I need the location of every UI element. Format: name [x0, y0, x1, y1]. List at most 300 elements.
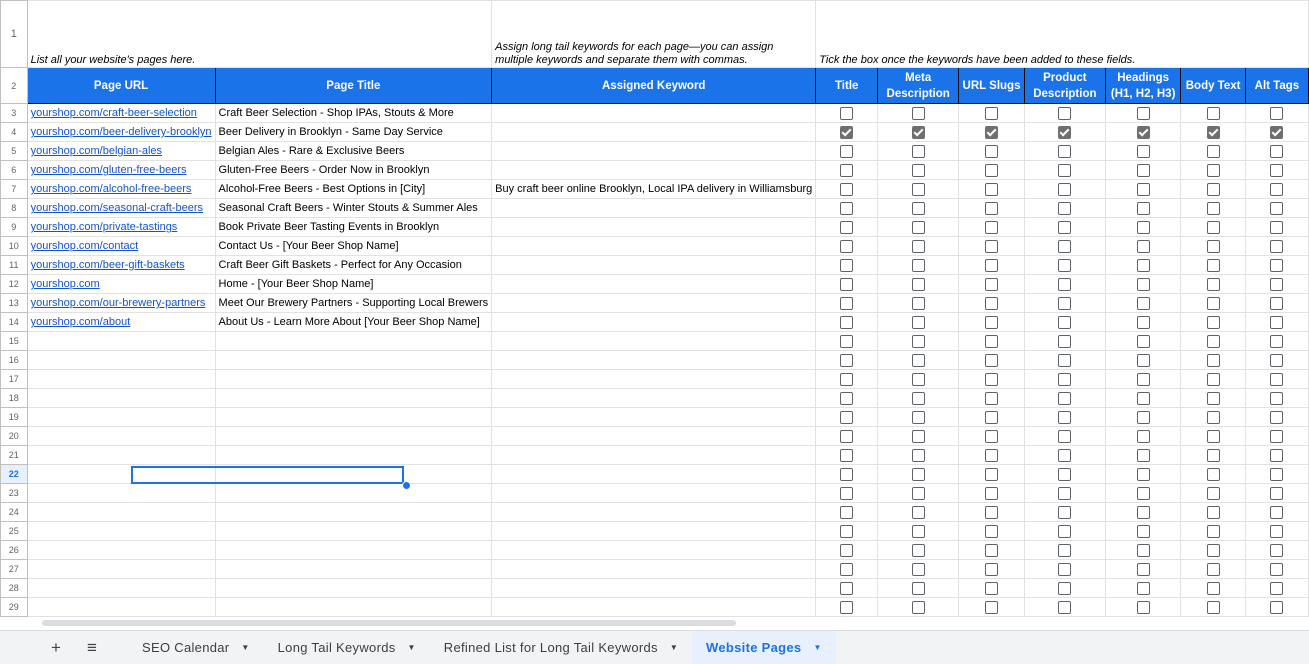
page-url-cell[interactable] — [27, 503, 215, 522]
checkbox[interactable] — [1270, 278, 1283, 291]
checkbox[interactable] — [912, 202, 925, 215]
horizontal-scrollbar[interactable] — [42, 620, 736, 626]
page-title-cell[interactable] — [215, 446, 492, 465]
checkbox[interactable] — [1137, 563, 1150, 576]
checkbox[interactable] — [985, 278, 998, 291]
checkbox[interactable] — [985, 411, 998, 424]
checkbox[interactable] — [985, 164, 998, 177]
checkbox[interactable] — [985, 563, 998, 576]
page-title-cell[interactable]: Gluten-Free Beers - Order Now in Brooklyn — [215, 161, 492, 180]
checkbox[interactable] — [985, 601, 998, 614]
page-title-cell[interactable]: Craft Beer Selection - Shop IPAs, Stouts & More — [215, 104, 492, 123]
checkbox[interactable] — [1058, 316, 1071, 329]
checkbox[interactable] — [840, 259, 853, 272]
checkbox[interactable] — [985, 487, 998, 500]
checkbox[interactable] — [1270, 335, 1283, 348]
row-number[interactable]: 8 — [1, 199, 28, 218]
assigned-keyword-cell[interactable] — [492, 256, 816, 275]
all-sheets-button[interactable] — [74, 631, 110, 664]
checkbox-checked[interactable] — [1207, 126, 1220, 139]
checkbox[interactable] — [840, 468, 853, 481]
checkbox[interactable] — [1270, 373, 1283, 386]
checkbox[interactable] — [840, 278, 853, 291]
checkbox[interactable] — [985, 316, 998, 329]
page-url-cell[interactable] — [27, 427, 215, 446]
checkbox[interactable] — [840, 107, 853, 120]
checkbox[interactable] — [985, 297, 998, 310]
checkbox[interactable] — [912, 259, 925, 272]
page-url-cell[interactable] — [27, 123, 215, 142]
checkbox[interactable] — [1270, 525, 1283, 538]
page-url-cell[interactable] — [27, 560, 215, 579]
header-body-text[interactable]: Body Text — [1181, 68, 1245, 104]
row-number[interactable]: 13 — [1, 294, 28, 313]
page-title-cell[interactable]: Alcohol-Free Beers - Best Options in [City] — [215, 180, 492, 199]
checkbox[interactable] — [1058, 487, 1071, 500]
checkbox[interactable] — [985, 525, 998, 538]
checkbox[interactable] — [1137, 259, 1150, 272]
checkbox[interactable] — [985, 373, 998, 386]
fill-handle[interactable] — [402, 481, 411, 490]
checkbox[interactable] — [912, 335, 925, 348]
checkbox[interactable] — [912, 430, 925, 443]
checkbox[interactable] — [912, 506, 925, 519]
checkbox[interactable] — [1137, 373, 1150, 386]
checkbox[interactable] — [840, 164, 853, 177]
row-number[interactable]: 2 — [1, 68, 28, 104]
checkbox[interactable] — [1207, 240, 1220, 253]
checkbox[interactable] — [1270, 107, 1283, 120]
checkbox[interactable] — [1058, 411, 1071, 424]
checkbox[interactable] — [840, 601, 853, 614]
checkbox[interactable] — [985, 240, 998, 253]
checkbox[interactable] — [985, 544, 998, 557]
page-url-link[interactable]: yourshop.com/gluten-free-beers — [30, 164, 187, 176]
page-url-link[interactable]: yourshop.com/our-brewery-partners — [30, 297, 206, 309]
checkbox[interactable] — [1207, 563, 1220, 576]
checkbox[interactable] — [1137, 506, 1150, 519]
checkbox[interactable] — [1270, 164, 1283, 177]
assigned-keyword-cell[interactable] — [492, 104, 816, 123]
row-number[interactable]: 26 — [1, 541, 28, 560]
assigned-keyword-cell[interactable] — [492, 427, 816, 446]
page-title-cell[interactable]: About Us - Learn More About [Your Beer Shop Name] — [215, 313, 492, 332]
row-number[interactable]: 15 — [1, 332, 28, 351]
checkbox[interactable] — [840, 240, 853, 253]
row-number[interactable]: 6 — [1, 161, 28, 180]
page-title-cell[interactable] — [215, 541, 492, 560]
page-title-cell[interactable] — [215, 389, 492, 408]
row-number[interactable]: 1 — [1, 1, 28, 68]
assigned-keyword-cell[interactable] — [492, 465, 816, 484]
checkbox[interactable] — [1207, 354, 1220, 367]
header-title[interactable]: Title — [816, 68, 878, 104]
page-url-cell[interactable] — [27, 351, 215, 370]
checkbox[interactable] — [840, 145, 853, 158]
checkbox[interactable] — [1137, 430, 1150, 443]
checkbox[interactable] — [1058, 164, 1071, 177]
checkbox[interactable] — [840, 582, 853, 595]
checkbox[interactable] — [1137, 601, 1150, 614]
page-url-cell[interactable] — [27, 541, 215, 560]
row-number[interactable]: 11 — [1, 256, 28, 275]
checkbox[interactable] — [1137, 335, 1150, 348]
checkbox[interactable] — [1207, 164, 1220, 177]
checkbox[interactable] — [1137, 411, 1150, 424]
page-title-cell[interactable] — [215, 408, 492, 427]
checkbox[interactable] — [985, 145, 998, 158]
page-title-cell[interactable] — [215, 522, 492, 541]
checkbox[interactable] — [1058, 430, 1071, 443]
checkbox[interactable] — [912, 316, 925, 329]
checkbox[interactable] — [1137, 183, 1150, 196]
checkbox[interactable] — [912, 601, 925, 614]
checkbox[interactable] — [912, 373, 925, 386]
checkbox[interactable] — [985, 449, 998, 462]
checkbox[interactable] — [912, 164, 925, 177]
checkbox[interactable] — [1058, 335, 1071, 348]
page-title-cell[interactable]: Seasonal Craft Beers - Winter Stouts & Summer Ales — [215, 199, 492, 218]
page-url-link[interactable]: yourshop.com — [30, 278, 100, 290]
page-title-cell[interactable]: Home - [Your Beer Shop Name] — [215, 275, 492, 294]
checkbox[interactable] — [985, 221, 998, 234]
assigned-keyword-cell[interactable] — [492, 313, 816, 332]
checkbox[interactable] — [985, 430, 998, 443]
checkbox[interactable] — [1137, 145, 1150, 158]
checkbox[interactable] — [840, 316, 853, 329]
page-url-cell[interactable] — [27, 180, 215, 199]
assigned-keyword-cell[interactable] — [492, 332, 816, 351]
assigned-keyword-cell[interactable] — [492, 446, 816, 465]
assigned-keyword-cell[interactable] — [492, 218, 816, 237]
checkbox[interactable] — [1270, 430, 1283, 443]
checkbox[interactable] — [1207, 449, 1220, 462]
checkbox[interactable] — [1270, 563, 1283, 576]
checkbox[interactable] — [912, 411, 925, 424]
checkbox[interactable] — [1058, 202, 1071, 215]
checkbox[interactable] — [1207, 582, 1220, 595]
page-url-cell[interactable] — [27, 598, 215, 617]
checkbox[interactable] — [985, 335, 998, 348]
page-url-cell[interactable] — [27, 256, 215, 275]
checkbox[interactable] — [840, 392, 853, 405]
checkbox[interactable] — [1137, 202, 1150, 215]
page-url-cell[interactable] — [27, 275, 215, 294]
row-number[interactable]: 17 — [1, 370, 28, 389]
checkbox[interactable] — [840, 221, 853, 234]
assigned-keyword-cell[interactable] — [492, 579, 816, 598]
page-url-cell[interactable] — [27, 484, 215, 503]
checkbox[interactable] — [912, 487, 925, 500]
checkbox[interactable] — [1207, 487, 1220, 500]
checkbox[interactable] — [1207, 202, 1220, 215]
checkbox[interactable] — [1058, 544, 1071, 557]
row-number[interactable]: 23 — [1, 484, 28, 503]
row-number[interactable]: 21 — [1, 446, 28, 465]
sheet-tab[interactable] — [430, 631, 692, 664]
page-url-link[interactable]: yourshop.com/craft-beer-selection — [30, 107, 197, 119]
row-number[interactable]: 28 — [1, 579, 28, 598]
checkbox[interactable] — [1270, 354, 1283, 367]
assigned-keyword-cell[interactable] — [492, 123, 816, 142]
checkbox[interactable] — [1270, 468, 1283, 481]
row-number[interactable]: 20 — [1, 427, 28, 446]
instruction-keywords[interactable]: Assign long tail keywords for each page—you can assign multiple keywords and separate them with commas. — [492, 1, 816, 68]
checkbox[interactable] — [985, 506, 998, 519]
page-url-link[interactable]: yourshop.com/beer-gift-baskets — [30, 259, 185, 271]
assigned-keyword-cell[interactable] — [492, 522, 816, 541]
checkbox[interactable] — [840, 297, 853, 310]
checkbox[interactable] — [1270, 183, 1283, 196]
checkbox[interactable] — [1207, 335, 1220, 348]
checkbox[interactable] — [1137, 582, 1150, 595]
checkbox[interactable] — [1207, 145, 1220, 158]
checkbox[interactable] — [1207, 297, 1220, 310]
checkbox[interactable] — [1058, 373, 1071, 386]
row-number[interactable]: 25 — [1, 522, 28, 541]
page-url-cell[interactable] — [27, 104, 215, 123]
checkbox[interactable] — [840, 563, 853, 576]
row-number[interactable]: 5 — [1, 142, 28, 161]
checkbox[interactable] — [840, 373, 853, 386]
checkbox[interactable] — [1207, 278, 1220, 291]
page-url-cell[interactable] — [27, 218, 215, 237]
page-url-cell[interactable] — [27, 465, 215, 484]
page-title-cell[interactable]: Beer Delivery in Brooklyn - Same Day Service — [215, 123, 492, 142]
checkbox[interactable] — [1058, 506, 1071, 519]
checkbox[interactable] — [1270, 316, 1283, 329]
checkbox-checked[interactable] — [1058, 126, 1071, 139]
caret-down-icon[interactable]: ▼ — [407, 643, 416, 652]
page-url-link[interactable]: yourshop.com/contact — [30, 240, 139, 252]
checkbox[interactable] — [912, 240, 925, 253]
checkbox[interactable] — [1270, 221, 1283, 234]
page-title-cell[interactable] — [215, 332, 492, 351]
checkbox[interactable] — [985, 202, 998, 215]
page-url-cell[interactable] — [27, 522, 215, 541]
checkbox-checked[interactable] — [912, 126, 925, 139]
page-url-link[interactable]: yourshop.com/belgian-ales — [30, 145, 163, 157]
checkbox[interactable] — [1137, 278, 1150, 291]
checkbox[interactable] — [1058, 449, 1071, 462]
row-number[interactable]: 19 — [1, 408, 28, 427]
checkbox[interactable] — [1058, 525, 1071, 538]
checkbox[interactable] — [1270, 449, 1283, 462]
page-url-cell[interactable] — [27, 313, 215, 332]
checkbox[interactable] — [1207, 601, 1220, 614]
checkbox[interactable] — [1137, 354, 1150, 367]
page-url-link[interactable]: yourshop.com/seasonal-craft-beers — [30, 202, 203, 214]
row-number[interactable]: 22 — [1, 465, 28, 484]
checkbox[interactable] — [1137, 164, 1150, 177]
checkbox[interactable] — [1058, 354, 1071, 367]
checkbox[interactable] — [1137, 468, 1150, 481]
checkbox[interactable] — [912, 582, 925, 595]
caret-down-icon[interactable]: ▼ — [669, 643, 679, 652]
row-number[interactable]: 14 — [1, 313, 28, 332]
checkbox[interactable] — [1058, 145, 1071, 158]
checkbox[interactable] — [912, 221, 925, 234]
checkbox[interactable] — [840, 411, 853, 424]
row-number[interactable]: 7 — [1, 180, 28, 199]
assigned-keyword-cell[interactable] — [492, 541, 816, 560]
checkbox[interactable] — [985, 582, 998, 595]
checkbox[interactable] — [912, 563, 925, 576]
checkbox[interactable] — [1207, 373, 1220, 386]
page-url-cell[interactable] — [27, 446, 215, 465]
header-meta-description[interactable]: Meta Description — [878, 68, 959, 104]
checkbox[interactable] — [1270, 259, 1283, 272]
assigned-keyword-cell[interactable] — [492, 199, 816, 218]
add-sheet-button[interactable] — [38, 631, 74, 664]
checkbox[interactable] — [985, 468, 998, 481]
checkbox[interactable] — [840, 202, 853, 215]
page-title-cell[interactable] — [215, 465, 492, 484]
checkbox[interactable] — [1137, 221, 1150, 234]
assigned-keyword-cell[interactable] — [492, 408, 816, 427]
checkbox[interactable] — [1270, 202, 1283, 215]
caret-down-icon[interactable]: ▼ — [813, 643, 822, 652]
instruction-pages[interactable]: List all your website's pages here. — [27, 1, 492, 68]
checkbox[interactable] — [1207, 107, 1220, 120]
row-number[interactable]: 16 — [1, 351, 28, 370]
checkbox-checked[interactable] — [1137, 126, 1150, 139]
checkbox[interactable] — [840, 449, 853, 462]
page-url-link[interactable]: yourshop.com/beer-delivery-brooklyn — [30, 126, 212, 138]
checkbox[interactable] — [985, 259, 998, 272]
assigned-keyword-cell[interactable] — [492, 161, 816, 180]
assigned-keyword-cell[interactable] — [492, 294, 816, 313]
assigned-keyword-cell[interactable] — [492, 389, 816, 408]
page-url-link[interactable]: yourshop.com/alcohol-free-beers — [30, 183, 192, 195]
page-title-cell[interactable] — [215, 427, 492, 446]
page-title-cell[interactable] — [215, 598, 492, 617]
checkbox[interactable] — [1207, 411, 1220, 424]
checkbox[interactable] — [1137, 392, 1150, 405]
checkbox[interactable] — [1058, 240, 1071, 253]
assigned-keyword-cell[interactable] — [492, 142, 816, 161]
checkbox[interactable] — [912, 525, 925, 538]
checkbox[interactable] — [912, 449, 925, 462]
checkbox[interactable] — [912, 392, 925, 405]
page-title-cell[interactable] — [215, 351, 492, 370]
checkbox[interactable] — [1207, 506, 1220, 519]
page-url-cell[interactable] — [27, 199, 215, 218]
checkbox-checked[interactable] — [1270, 126, 1283, 139]
assigned-keyword-cell[interactable] — [492, 598, 816, 617]
checkbox[interactable] — [1207, 430, 1220, 443]
checkbox[interactable] — [912, 278, 925, 291]
checkbox[interactable] — [1058, 259, 1071, 272]
checkbox[interactable] — [985, 183, 998, 196]
checkbox[interactable] — [985, 392, 998, 405]
row-number[interactable]: 24 — [1, 503, 28, 522]
checkbox[interactable] — [1137, 240, 1150, 253]
checkbox[interactable] — [840, 525, 853, 538]
checkbox[interactable] — [1270, 487, 1283, 500]
checkbox[interactable] — [1270, 411, 1283, 424]
checkbox[interactable] — [1137, 487, 1150, 500]
row-number[interactable]: 27 — [1, 560, 28, 579]
page-url-link[interactable]: yourshop.com/about — [30, 316, 131, 328]
checkbox[interactable] — [1058, 563, 1071, 576]
assigned-keyword-cell[interactable] — [492, 503, 816, 522]
page-url-link[interactable]: yourshop.com/private-tastings — [30, 221, 178, 233]
checkbox[interactable] — [1270, 392, 1283, 405]
instruction-tick[interactable]: Tick the box once the keywords have been added to these fields. — [816, 1, 1309, 68]
checkbox[interactable] — [1058, 107, 1071, 120]
page-title-cell[interactable] — [215, 484, 492, 503]
checkbox[interactable] — [1207, 221, 1220, 234]
row-number[interactable]: 29 — [1, 598, 28, 617]
checkbox[interactable] — [1207, 544, 1220, 557]
page-url-cell[interactable] — [27, 389, 215, 408]
header-url-slugs[interactable]: URL Slugs — [959, 68, 1025, 104]
page-title-cell[interactable]: Book Private Beer Tasting Events in Brooklyn — [215, 218, 492, 237]
checkbox[interactable] — [1058, 582, 1071, 595]
checkbox[interactable] — [1137, 525, 1150, 538]
header-assigned-keyword[interactable]: Assigned Keyword — [492, 68, 816, 104]
page-url-cell[interactable] — [27, 142, 215, 161]
checkbox[interactable] — [1270, 506, 1283, 519]
header-headings[interactable]: Headings (H1, H2, H3) — [1105, 68, 1181, 104]
sheet-tab[interactable] — [692, 631, 836, 664]
checkbox[interactable] — [1270, 601, 1283, 614]
caret-down-icon[interactable]: ▼ — [241, 643, 250, 652]
checkbox[interactable] — [1058, 468, 1071, 481]
assigned-keyword-cell[interactable] — [492, 237, 816, 256]
sheet-tab[interactable] — [128, 631, 264, 664]
page-url-cell[interactable] — [27, 370, 215, 389]
checkbox[interactable] — [1207, 259, 1220, 272]
checkbox[interactable] — [1207, 392, 1220, 405]
checkbox[interactable] — [1058, 183, 1071, 196]
checkbox[interactable] — [840, 544, 853, 557]
row-number[interactable]: 12 — [1, 275, 28, 294]
checkbox-checked[interactable] — [840, 126, 853, 139]
assigned-keyword-cell[interactable] — [492, 370, 816, 389]
checkbox[interactable] — [1137, 316, 1150, 329]
checkbox[interactable] — [1270, 240, 1283, 253]
page-url-cell[interactable] — [27, 332, 215, 351]
page-title-cell[interactable] — [215, 560, 492, 579]
header-page-title[interactable]: Page Title — [215, 68, 492, 104]
checkbox[interactable] — [1058, 278, 1071, 291]
checkbox[interactable] — [840, 354, 853, 367]
checkbox[interactable] — [1270, 544, 1283, 557]
page-title-cell[interactable]: Craft Beer Gift Baskets - Perfect for Any Occasion — [215, 256, 492, 275]
sheet-tab[interactable] — [264, 631, 430, 664]
row-number[interactable]: 3 — [1, 104, 28, 123]
checkbox[interactable] — [840, 506, 853, 519]
page-url-cell[interactable] — [27, 294, 215, 313]
checkbox[interactable] — [912, 145, 925, 158]
checkbox[interactable] — [1137, 449, 1150, 462]
checkbox[interactable] — [1270, 582, 1283, 595]
checkbox[interactable] — [840, 335, 853, 348]
checkbox[interactable] — [840, 487, 853, 500]
header-alt-tags[interactable]: Alt Tags — [1245, 68, 1308, 104]
header-page-url[interactable]: Page URL — [27, 68, 215, 104]
row-number[interactable]: 9 — [1, 218, 28, 237]
row-number[interactable]: 10 — [1, 237, 28, 256]
checkbox[interactable] — [912, 354, 925, 367]
page-url-cell[interactable] — [27, 237, 215, 256]
row-number[interactable]: 18 — [1, 389, 28, 408]
page-url-cell[interactable] — [27, 408, 215, 427]
checkbox[interactable] — [912, 107, 925, 120]
checkbox[interactable] — [912, 468, 925, 481]
